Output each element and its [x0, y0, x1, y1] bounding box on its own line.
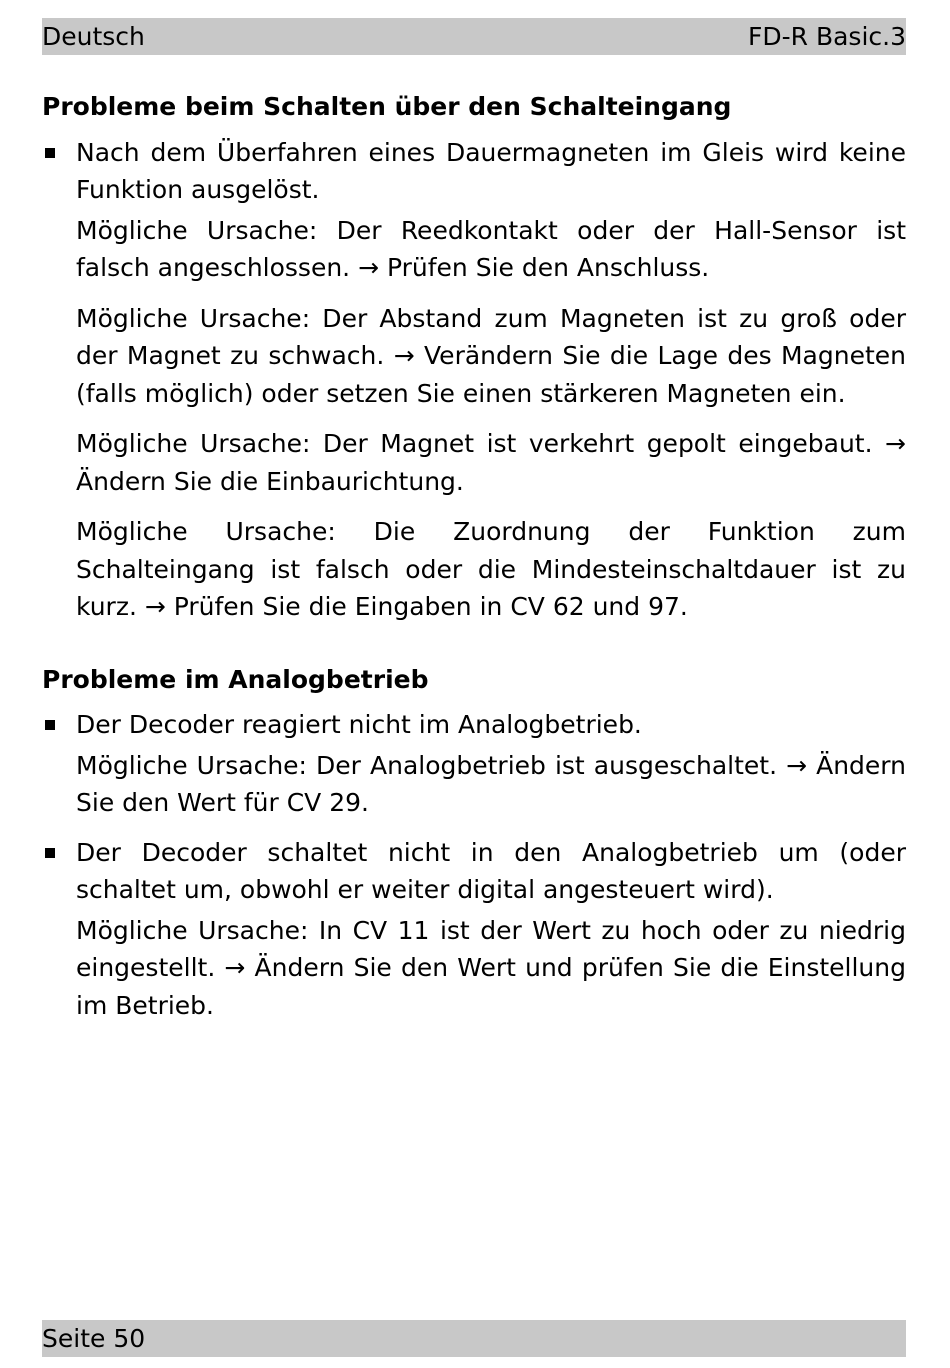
cause-text: Mögliche Ursache: Der Reedkontakt oder der Hall-Sensor ist falsch angeschlossen. → Prüfen Sie den Anschluss. — [76, 215, 906, 282]
section-title-analogbetrieb: Probleme im Analogbetrieb — [42, 664, 429, 694]
problem-text: Der Decoder reagiert nicht im Analogbetrieb. — [76, 710, 642, 739]
list-item — [42, 134, 906, 626]
section-title-schalteingang: Probleme beim Schalten über den Schalteingang — [42, 92, 732, 121]
document-body — [42, 88, 906, 1024]
problem-text: Der Decoder schaltet nicht in den Analogbetrieb um (oder schaltet um, obwohl er weiter digital angesteuert wird). — [76, 837, 906, 904]
header-language: Deutsch — [42, 22, 145, 51]
page-header — [42, 18, 906, 55]
cause-text: Mögliche Ursache: Der Analogbetrieb ist ausgeschaltet. → Ändern Sie den Wert für CV 29. — [76, 750, 906, 817]
problem-text: Nach dem Überfahren eines Dauermagneten im Gleis wird keine Funktion ausgelöst. — [76, 137, 906, 204]
cause-text: Mögliche Ursache: In CV 11 ist der Wert zu hoch oder zu niedrig eingestellt. → Ändern Sie den Wert und prüfen Sie die Einstellung im Betrieb. — [76, 915, 906, 1020]
cause-text: Mögliche Ursache: Der Abstand zum Magneten ist zu groß oder der Magnet zu schwach. → Verändern Sie die Lage des Magneten (falls möglich) oder setzen Sie einen stärkeren Magneten ein. — [76, 303, 906, 408]
cause-text: Mögliche Ursache: Der Magnet ist verkehrt gepolt eingebaut. → Ändern Sie die Einbaurichtung. — [76, 429, 906, 496]
page-number: Seite 50 — [42, 1324, 146, 1353]
cause-text: Mögliche Ursache: Die Zuordnung der Funktion zum Schalteingang ist falsch oder die Mindesteinschaltdauer ist zu kurz. → Prüfen Sie die Eingaben in CV 62 und 97. — [76, 517, 906, 621]
page-footer — [42, 1320, 906, 1357]
list-item — [42, 834, 906, 1025]
square-bullet-icon — [45, 848, 55, 858]
square-bullet-icon — [45, 720, 55, 730]
square-bullet-icon — [45, 148, 55, 158]
header-product-name: FD-R Basic.3 — [747, 22, 906, 51]
list-item — [42, 706, 906, 822]
